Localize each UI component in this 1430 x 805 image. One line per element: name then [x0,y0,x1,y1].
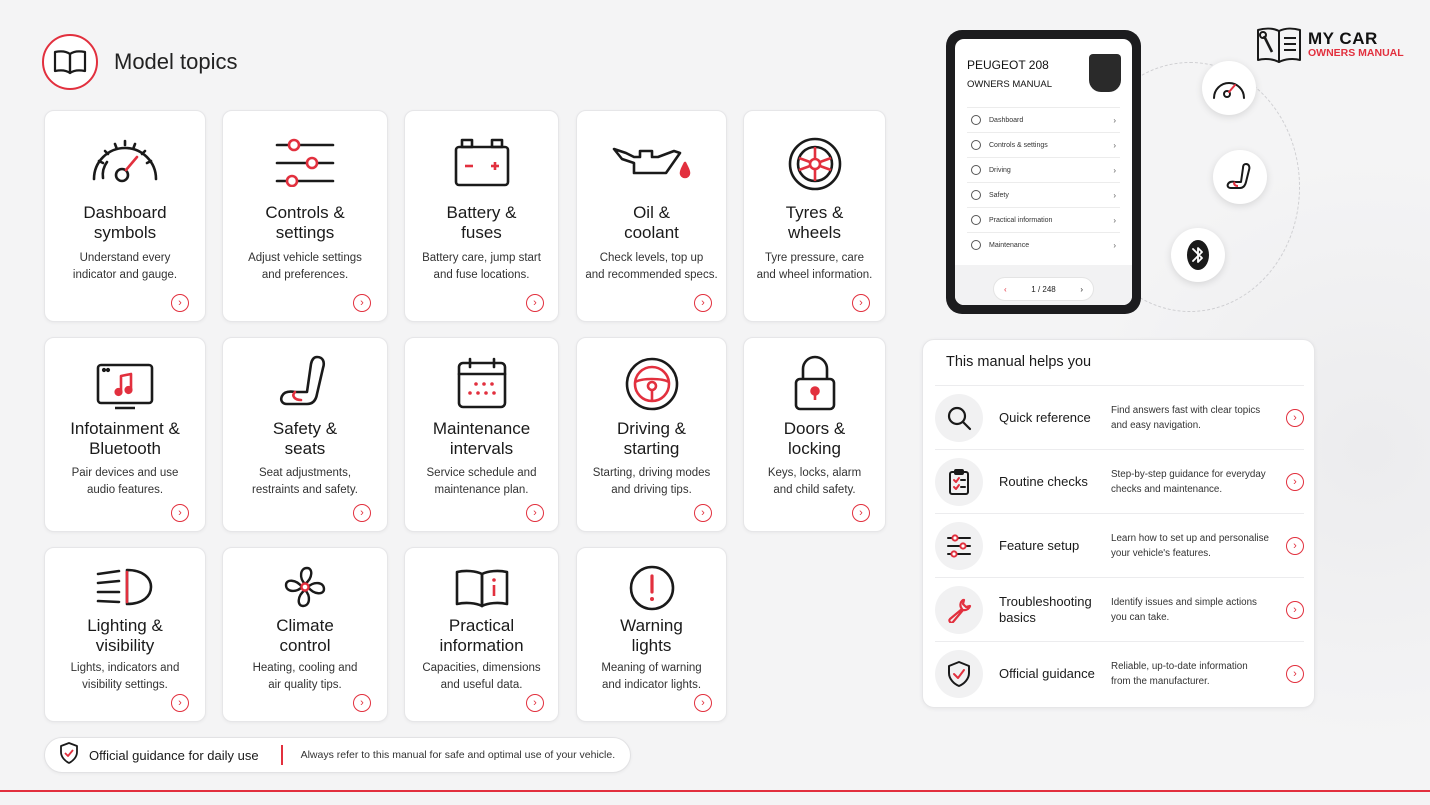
topic-title: Tyres & wheels [785,203,844,242]
topic-description: Capacities, dimensions and useful data. [422,662,541,691]
chevron-right-icon[interactable]: › [526,694,544,712]
topic-description: Meaning of warning and indicator lights. [601,662,702,691]
peugeot-lion-logo [1089,54,1121,92]
chevron-right-icon: › [1113,140,1116,150]
topic-description: Service schedule and maintenance plan. [426,467,537,496]
topic-description: Keys, locks, alarm and child safety. [767,467,862,496]
chevron-right-icon: › [1113,240,1116,250]
car-seat-icon [1213,150,1267,204]
brand-name: MY CAR [1308,29,1378,48]
chevron-right-icon: › [1113,115,1116,125]
help-item-text: Learn how to set up and personalise your vehicle's features. [1111,532,1269,559]
headlight-icon [45,566,205,608]
topic-card-controls-settings[interactable] [222,110,388,322]
shield-icon [971,190,981,200]
help-item-text: Find answers fast with clear topics and easy navigation. [1111,404,1261,431]
sliders-icon [223,137,387,187]
tablet-menu-item[interactable]: Safety › [967,182,1120,207]
chevron-right-icon[interactable]: › [526,294,544,312]
help-item-official-guidance[interactable] [935,641,1304,705]
chevron-right-icon[interactable]: › [694,694,712,712]
topic-card-tyres-wheels[interactable] [743,110,886,322]
screen-music-icon [45,362,205,410]
official-guidance-banner [44,737,631,773]
tablet-subtitle: OWNERS MANUAL [967,79,1052,90]
tablet-menu-item[interactable]: Maintenance › [967,232,1120,257]
topic-title: Safety & seats [272,419,338,458]
chevron-right-icon[interactable]: › [1080,284,1083,294]
chevron-right-icon[interactable]: › [171,504,189,522]
topic-description: Battery care, jump start and fuse locations. [422,252,541,281]
topic-description: Tyre pressure, care and wheel information. [756,252,873,281]
chevron-right-icon[interactable]: › [171,294,189,312]
help-item-quick-reference[interactable] [935,385,1304,449]
help-item-label: Quick reference [999,409,1091,425]
topic-card-oil-coolant[interactable] [576,110,727,322]
chevron-right-icon[interactable]: › [1286,473,1304,491]
chevron-right-icon[interactable]: › [353,694,371,712]
topic-title: Maintenance intervals [432,419,531,458]
chevron-right-icon[interactable]: › [1286,537,1304,555]
book-info-icon [405,568,558,608]
book-icon [42,34,98,90]
help-item-label: Troubleshooting basics [999,593,1092,625]
topic-description: Understand every indicator and gauge. [72,252,178,281]
magnifier-icon [935,394,983,442]
chevron-right-icon: › [1113,165,1116,175]
topic-title: Practical information [439,616,524,655]
wrench-icon [935,586,983,634]
banner-title: Official guidance for daily use [89,747,259,763]
help-item-text: Step-by-step guidance for everyday checks and maintenance. [1111,468,1266,495]
topic-title: Oil & coolant [624,203,679,242]
page-header [42,34,238,90]
topic-title: Warning lights [620,616,683,655]
topic-title: Lighting & visibility [87,616,163,655]
help-item-text: Identify issues and simple actions you can take. [1111,596,1257,623]
tablet-screen [955,39,1132,305]
topic-card-maintenance-intervals[interactable] [404,337,559,532]
chevron-right-icon[interactable]: › [171,694,189,712]
help-item-routine-checks[interactable] [935,449,1304,513]
clipboard-icon [935,458,983,506]
tablet-title: PEUGEOT 208 [967,58,1049,72]
shield-check-icon [59,742,79,769]
steering-wheel-icon [577,356,726,412]
help-item-troubleshooting[interactable] [935,577,1304,641]
topic-title: Controls & settings [265,203,345,242]
gauge-icon [1202,61,1256,115]
topic-title: Climate control [276,616,334,655]
help-item-feature-setup[interactable] [935,513,1304,577]
chevron-right-icon[interactable]: › [353,504,371,522]
topic-title: Dashboard symbols [83,203,167,242]
chevron-right-icon[interactable]: › [852,504,870,522]
tablet-mockup [946,30,1141,314]
chevron-right-icon[interactable]: › [1286,665,1304,683]
topic-title: Driving & starting [617,419,686,458]
chevron-left-icon[interactable]: ‹ [1004,284,1007,294]
topic-card-dashboard-symbols[interactable] [44,110,206,322]
topic-title: Infotainment & Bluetooth [70,419,180,458]
topic-card-safety-seats[interactable] [222,337,388,532]
page-title: Model topics [114,49,238,74]
chevron-right-icon[interactable]: › [1286,601,1304,619]
topic-card-warning-lights[interactable] [576,547,727,722]
padlock-icon [744,353,885,413]
topic-card-driving-starting[interactable] [576,337,727,532]
brand-subtitle: OWNERS MANUAL [1308,47,1404,59]
car-seat-icon [223,354,387,412]
topic-description: Seat adjustments, restraints and safety. [252,467,358,496]
topic-card-doors-locking[interactable] [743,337,886,532]
topic-title: Battery & fuses [446,203,517,242]
chevron-right-icon[interactable]: › [694,294,712,312]
divider [281,745,283,765]
tyre-icon [744,136,885,192]
car-icon [971,165,981,175]
battery-icon [405,137,558,189]
chevron-right-icon[interactable]: › [694,504,712,522]
help-item-label: Feature setup [999,537,1080,553]
chevron-right-icon[interactable]: › [353,294,371,312]
gauge-icon [971,115,981,125]
bluetooth-icon [1171,228,1225,282]
brand-logo [1256,26,1404,64]
tablet-menu [967,107,1120,257]
tablet-menu-item[interactable]: Driving › [967,157,1120,182]
topic-description: Adjust vehicle settings and preferences. [248,252,362,281]
tablet-menu-item[interactable]: Practical information › [967,207,1120,232]
chevron-right-icon[interactable]: › [1286,409,1304,427]
help-item-label: Official guidance [999,665,1095,681]
topic-card-practical-information[interactable] [404,547,559,722]
manual-wrench-icon [1256,26,1302,64]
panel-title: This manual helps you [946,354,1092,370]
help-item-text: Reliable, up-to-date information from the manufacturer. [1111,660,1248,687]
shield-check-icon [935,650,983,698]
topic-description: Starting, driving modes and driving tips. [592,467,711,496]
page-indicator: 1 / 248 [1031,284,1056,294]
topic-description: Pair devices and use audio features. [71,467,179,496]
chevron-right-icon: › [1113,215,1116,225]
info-icon [971,215,981,225]
topic-title: Doors & locking [783,419,846,458]
tablet-menu-item[interactable]: Dashboard › [967,107,1120,132]
calendar-icon [405,356,558,410]
wrench-icon [971,240,981,250]
sliders-icon [971,140,981,150]
topic-card-climate-control[interactable] [222,547,388,722]
topic-description: Check levels, top up and recommended specs. [585,252,718,281]
gauge-icon [45,135,205,187]
topic-card-battery-fuses[interactable] [404,110,559,322]
chevron-right-icon[interactable]: › [526,504,544,522]
topic-card-infotainment-bluetooth[interactable] [44,337,206,532]
help-item-label: Routine checks [999,473,1088,489]
tablet-pager [993,277,1094,301]
topic-card-lighting-visibility[interactable] [44,547,206,722]
manual-helps-panel [922,339,1315,708]
topic-description: Heating, cooling and air quality tips. [252,662,358,691]
chevron-right-icon: › [1113,190,1116,200]
sliders-icon [935,522,983,570]
chevron-right-icon[interactable]: › [852,294,870,312]
tablet-menu-item[interactable]: Controls & settings › [967,132,1120,157]
fan-icon [223,564,387,610]
bottom-accent-line [0,790,1430,792]
oil-can-icon [577,143,726,185]
topic-description: Lights, indicators and visibility settings. [70,662,180,691]
warning-icon [577,564,726,612]
banner-text: Always refer to this manual for safe and optimal use of your vehicle. [300,749,616,761]
